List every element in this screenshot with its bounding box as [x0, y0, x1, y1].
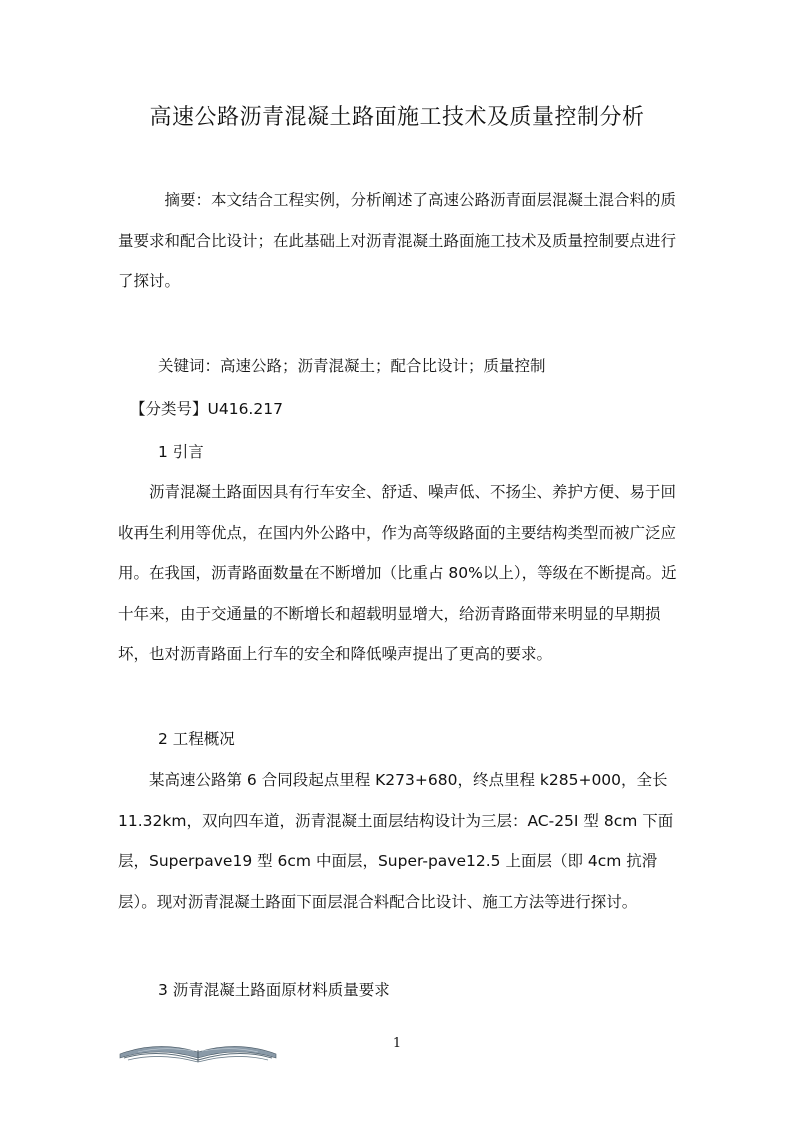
abstract-paragraph: 摘要：本文结合工程实例，分析阐述了高速公路沥青面层混凝土混合料的质量要求和配合比设计；在此基础上对沥青混凝土路面施工技术及质量控制要点进行了探讨。 — [118, 191, 677, 290]
document-title: 高速公路沥青混凝土路面施工技术及质量控制分析 — [149, 105, 645, 130]
section-body-introduction: 沥青混凝土路面因具有行车安全、舒适、噪声低、不扬尘、养护方便、易于回收再生利用等优点，在国内外公路中，作为高等级路面的主要结构类型而被广泛应用。在我国，沥青路面数量在不断增加（比重占 80%以上），等级在不断提高。近十年来，由于交通量的不断增长和超载明显增大，给沥青路面带来明显的早期损坏，也对沥青路面上行车的安全和降低噪声提出了更高的要求。 — [118, 483, 677, 663]
section-heading-project-overview: 2 工程概况 — [158, 730, 235, 748]
classification-number: 【分类号】U416.217 — [130, 400, 283, 418]
section-heading-material-requirements: 3 沥青混凝土路面原材料质量要求 — [158, 981, 390, 999]
section-heading-introduction: 1 引言 — [158, 443, 204, 461]
page-number: 1 — [392, 1036, 402, 1051]
keywords-line: 关键词：高速公路；沥青混凝土；配合比设计；质量控制 — [158, 357, 546, 375]
section-body-project-overview: 某高速公路第 6 合同段起点里程 K273+680，终点里程 k285+000，全长 11.32km，双向四车道，沥青混凝土面层结构设计为三层：AC-25I 型 8cm 下面层，Superpave19 型 6cm 中面层，Super-pave12.5 上面层（即 4cm 抗滑层）。现对沥青混凝土路面下面层混合料配合比设计、施工方法等进行探讨。 — [118, 771, 674, 911]
